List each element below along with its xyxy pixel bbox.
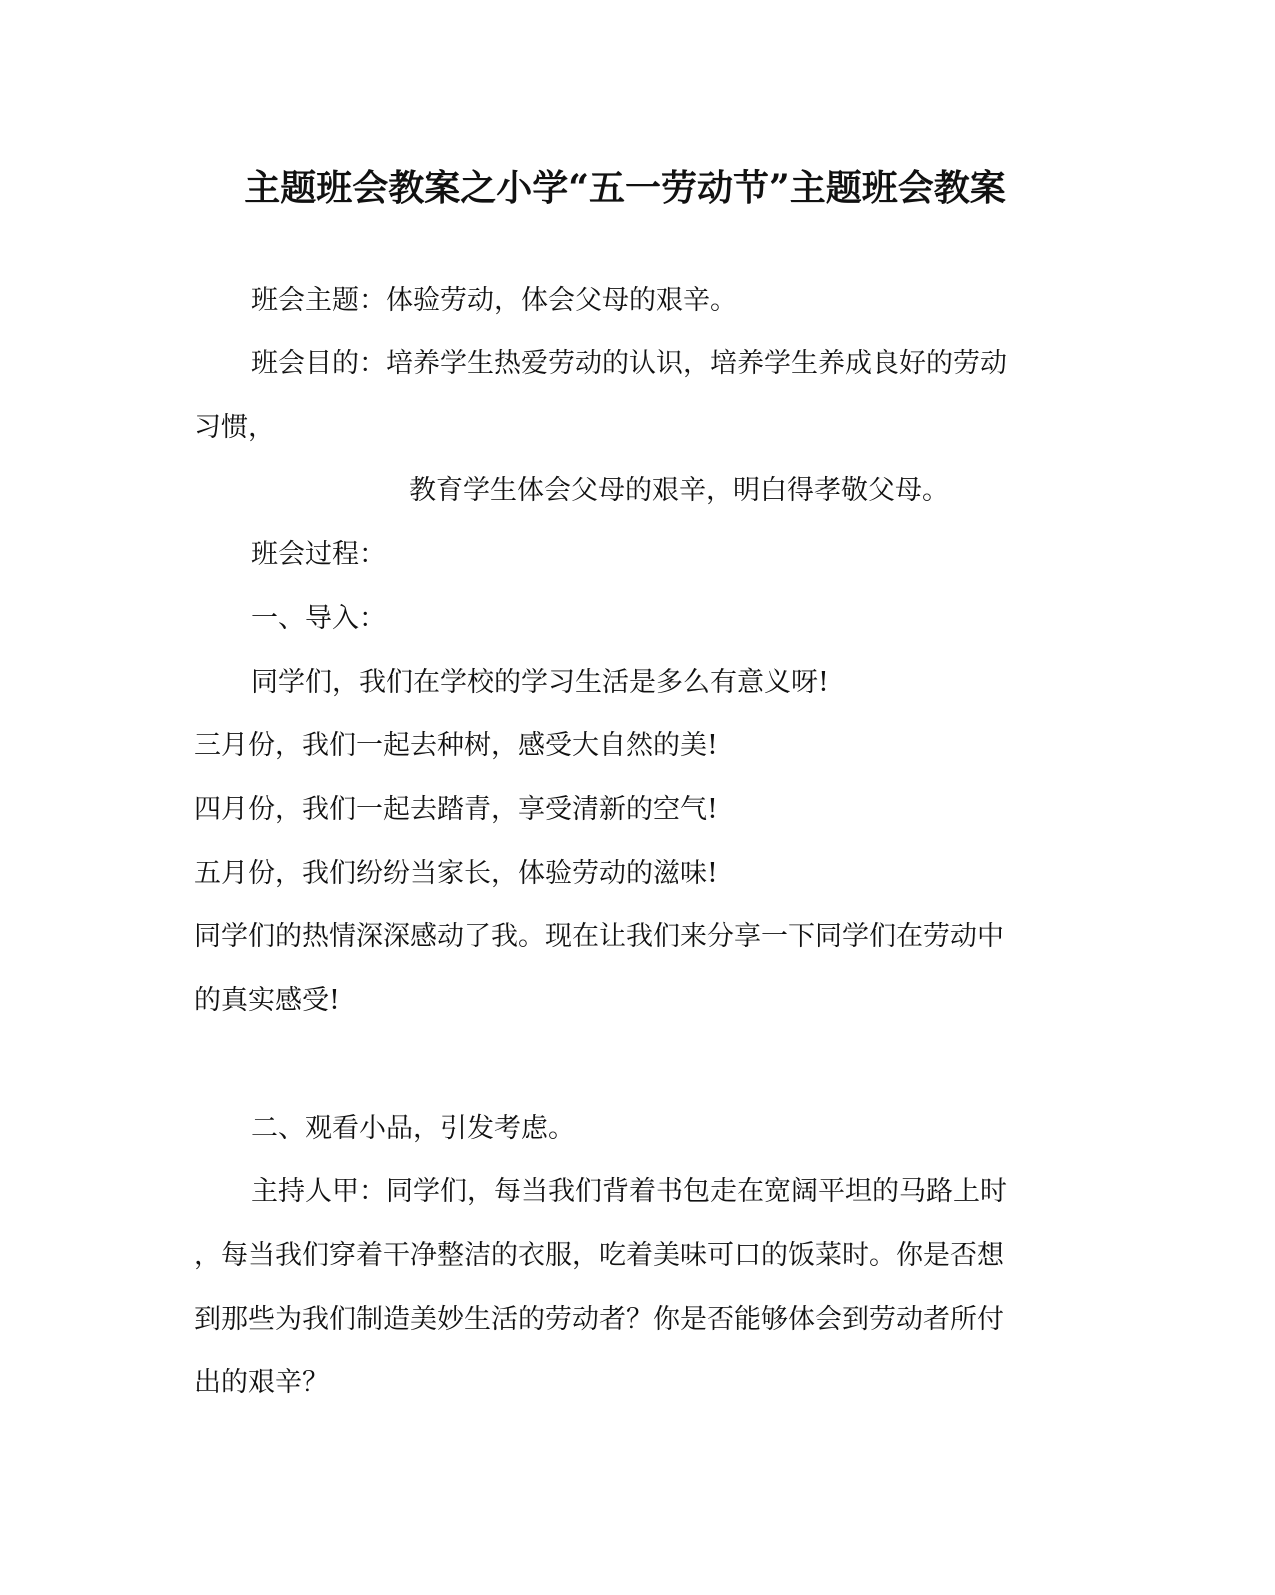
page-title: 主题班会教案之小学“五一劳动节”主题班会教案 — [244, 167, 1006, 209]
paragraph-line: 同学们的热情深深感动了我。现在让我们来分享一下同学们在劳动中 — [194, 921, 1004, 952]
paragraph-line: 五月份，我们纷纷当家长，体验劳动的滋味! — [194, 858, 718, 889]
paragraph-line: 到那些为我们制造美妙生活的劳动者？你是否能够体会到劳动者所付 — [194, 1304, 1004, 1335]
paragraph-line: 班会主题：体验劳动，体会父母的艰辛。 — [251, 285, 737, 316]
paragraph-line: 同学们，我们在学校的学习生活是多么有意义呀! — [251, 667, 829, 698]
paragraph-line: 班会目的：培养学生热爱劳动的认识，培养学生养成良好的劳动 — [251, 348, 1007, 379]
paragraph-line: 教育学生体会父母的艰辛，明白得孝敬父母。 — [409, 475, 949, 506]
paragraph-line: 的真实感受! — [194, 985, 340, 1016]
paragraph-line: 班会过程： — [251, 539, 386, 570]
paragraph-line: 习惯， — [194, 412, 275, 443]
paragraph-line: ，每当我们穿着干净整洁的衣服，吃着美味可口的饭菜时。你是否想 — [194, 1240, 1004, 1271]
paragraph-line: 四月份，我们一起去踏青，享受清新的空气! — [194, 794, 718, 825]
paragraph-line: 主持人甲：同学们，每当我们背着书包走在宽阔平坦的马路上时 — [251, 1176, 1007, 1207]
paragraph-line: 出的艰辛？ — [194, 1367, 329, 1398]
section-heading: 二、观看小品，引发考虑。 — [251, 1113, 575, 1144]
section-heading: 一、导入： — [251, 603, 386, 634]
paragraph-line: 三月份，我们一起去种树，感受大自然的美! — [194, 730, 718, 761]
